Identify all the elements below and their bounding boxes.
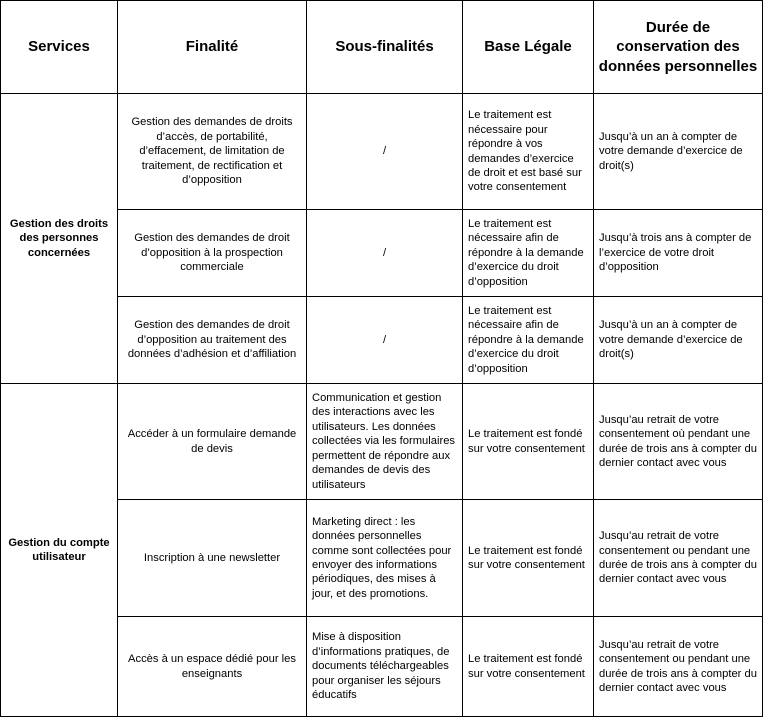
base-legale-cell: Le traitement est nécessaire pour répondre à vos demandes d’exercice de droit et est basé sur votre consentement [463, 94, 594, 210]
duree-cell: Jusqu’à un an à compter de votre demande d’exercice de droit(s) [594, 297, 763, 384]
table-row [1, 384, 763, 500]
base-legale-cell: Le traitement est fondé sur votre consentement [463, 617, 594, 717]
header-base-legale: Base Légale [463, 1, 594, 94]
finalite-cell: Accéder à un formulaire demande de devis [118, 384, 307, 500]
duree-cell: Jusqu’au retrait de votre consentement où pendant une durée de trois ans à compter du dernier contact avec vous [594, 384, 763, 500]
finalite-cell: Gestion des demandes de droit d’opposition à la prospection commerciale [118, 210, 307, 297]
sous-finalite-cell: / [307, 94, 463, 210]
finalite-cell: Gestion des demandes de droit d’opposition au traitement des données d’adhésion et d’affiliation [118, 297, 307, 384]
sous-finalite-cell: Marketing direct : les données personnelles comme sont collectées pour envoyer des informations périodiques, des mises à jour, et des promotions. [307, 500, 463, 617]
sous-finalite-cell: / [307, 297, 463, 384]
finalite-cell: Gestion des demandes de droits d’accès, de portabilité, d’effacement, de limitation de traitement, de rectification et d’opposition [118, 94, 307, 210]
duree-cell: Jusqu’à trois ans à compter de l’exercice de votre droit d’opposition [594, 210, 763, 297]
base-legale-cell: Le traitement est nécessaire afin de répondre à la demande d’exercice du droit d’opposition [463, 297, 594, 384]
header-duree-conservation: Durée de conservation des données personnelles [594, 1, 763, 94]
sous-finalite-cell: Mise à disposition d’informations pratiques, de documents téléchargeables pour organiser les séjours éducatifs [307, 617, 463, 717]
duree-cell: Jusqu’au retrait de votre consentement ou pendant une durée de trois ans à compter du dernier contact avec vous [594, 617, 763, 717]
duree-cell: Jusqu’au retrait de votre consentement ou pendant une durée de trois ans à compter du dernier contact avec vous [594, 500, 763, 617]
base-legale-cell: Le traitement est fondé sur votre consentement [463, 500, 594, 617]
header-services: Services [1, 1, 118, 94]
sous-finalite-cell: / [307, 210, 463, 297]
header-finalite: Finalité [118, 1, 307, 94]
finalite-cell: Inscription à une newsletter [118, 500, 307, 617]
service-cell: Gestion du compte utilisateur [1, 384, 118, 717]
header-row [1, 1, 763, 94]
service-cell: Gestion des droits des personnes concernées [1, 94, 118, 384]
duree-cell: Jusqu’à un an à compter de votre demande d’exercice de droit(s) [594, 94, 763, 210]
sous-finalite-cell: Communication et gestion des interactions avec les utilisateurs. Les données collectées via les formulaires permettent de répondre aux demandes de devis des utilisateurs [307, 384, 463, 500]
finalite-cell: Accès à un espace dédié pour les enseignants [118, 617, 307, 717]
base-legale-cell: Le traitement est nécessaire afin de répondre à la demande d’exercice du droit d’opposition [463, 210, 594, 297]
header-sous-finalites: Sous-finalités [307, 1, 463, 94]
base-legale-cell: Le traitement est fondé sur votre consentement [463, 384, 594, 500]
table-row [1, 94, 763, 210]
